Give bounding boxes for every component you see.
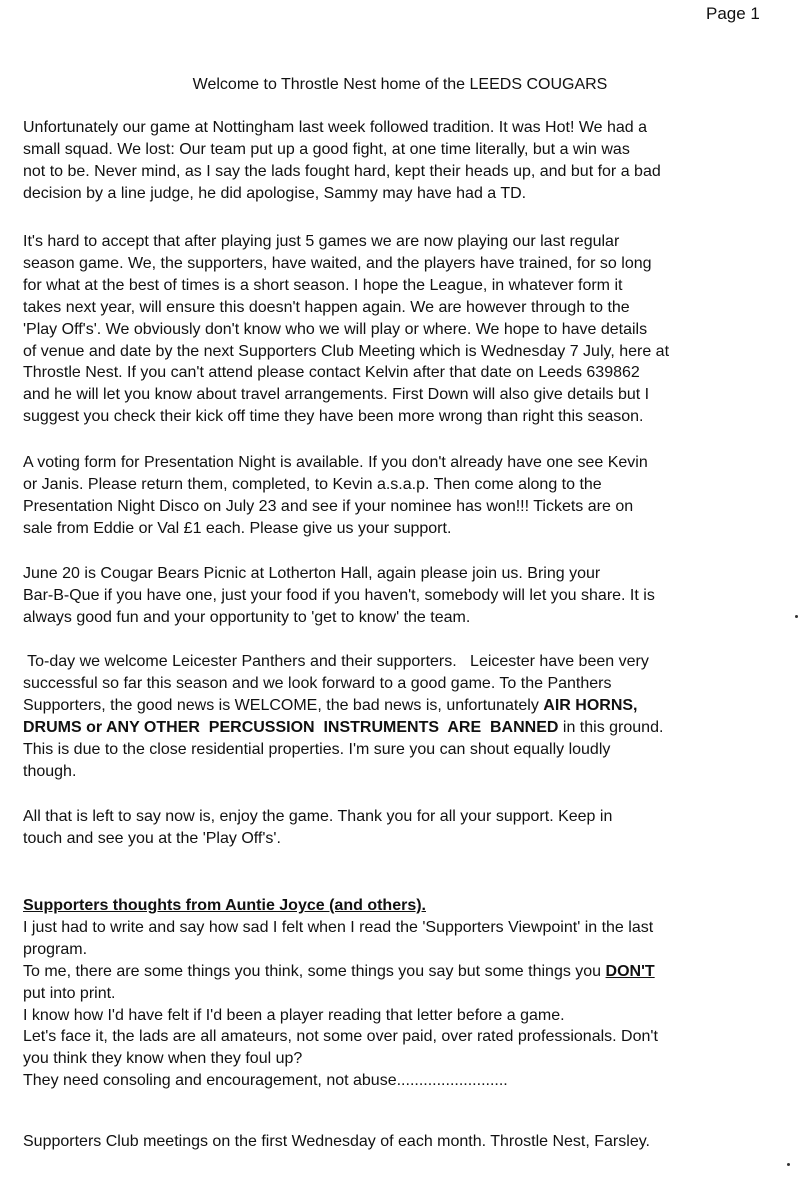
text-line: Throstle Nest. If you can't attend please contact Kelvin after that date on Leeds 639862	[23, 364, 640, 382]
text-line: All that is left to say now is, enjoy the game. Thank you for all your support. Keep in	[23, 808, 613, 825]
text-line: you think they know when they foul up?	[23, 1050, 303, 1068]
paragraph-nottingham-game	[23, 117, 793, 205]
text-line: though.	[23, 762, 77, 780]
supporters-thoughts-section	[23, 895, 793, 1092]
text-line: I just had to write and say how sad I felt when I read the 'Supporters Viewpoint' in the last	[23, 918, 654, 936]
text-line: always good fun and your opportunity to 'get to know' the team.	[23, 608, 471, 626]
paragraph-closing	[23, 806, 793, 850]
text-line: small squad. We lost: Our team put up a good fight, at one time literally, but a win was	[23, 140, 630, 158]
text-line: takes next year, will ensure this doesn't happen again. We are however through to the	[23, 298, 630, 316]
text-line: I know how I'd have felt if I'd been a player reading that letter before a game.	[23, 1006, 565, 1024]
text-line: 'Play Off's'. We obviously don't know who we will play or where. We hope to have details	[23, 320, 648, 338]
text-line	[23, 695, 793, 717]
paragraph-leicester-welcome	[23, 651, 793, 782]
text-line: To-day we welcome Leicester Panthers and their supporters. Leicester have been very	[23, 653, 649, 670]
text-line: Let's face it, the lads are all amateurs, not some over paid, over rated professionals. Don't	[23, 1028, 658, 1046]
text-line: Presentation Night Disco on July 23 and see if your nominee has won!!! Tickets are on	[23, 497, 634, 515]
text-line: successful so far this season and we look forward to a good game. To the Panthers	[23, 674, 612, 692]
text-line: program.	[23, 940, 88, 958]
text-line: Bar-B-Que if you have one, just your food if you haven't, somebody will let you share. It is	[23, 586, 655, 604]
text-line: Supporters Club meetings on the first Wednesday of each month. Throstle Nest, Farsley.	[23, 1133, 650, 1150]
text-line: and he will let you know about travel arrangements. First Down will also give details but I	[23, 386, 650, 404]
text-line: not to be. Never mind, as I say the lads fought hard, kept their heads up, and but for a bad	[23, 162, 661, 180]
text-line: put into print.	[23, 984, 116, 1002]
text-line: sale from Eddie or Val £1 each. Please give us your support.	[23, 519, 452, 537]
scan-speck	[795, 615, 798, 618]
text-line: This is due to the close residential properties. I'm sure you can shout equally loudly	[23, 740, 611, 758]
text-line: of venue and date by the next Supporters Club Meeting which is Wednesday 7 July, here at	[23, 342, 670, 360]
text-segment: Supporters, the good news is WELCOME, the bad news is, unfortunately	[23, 696, 544, 714]
page-title: Welcome to Throstle Nest home of the LEEDS COUGARS	[192, 76, 608, 93]
banned-notice-bold: DRUMS or ANY OTHER PERCUSSION INSTRUMENTS ARE BANNED	[23, 718, 559, 736]
paragraph-picnic	[23, 563, 793, 629]
text-line: A voting form for Presentation Night is available. If you don't already have one see Kevin	[23, 454, 648, 471]
scan-speck	[787, 1163, 790, 1166]
text-segment: in this ground.	[558, 718, 664, 736]
text-line: or Janis. Please return them, completed, to Kevin a.s.a.p. Then come along to the	[23, 475, 602, 493]
text-line: suggest you check their kick off time they have been more wrong than right this season.	[23, 408, 644, 426]
paragraph-presentation-night	[23, 452, 793, 540]
text-line: June 20 is Cougar Bears Picnic at Lotherton Hall, again please join us. Bring your	[23, 565, 601, 582]
text-segment: To me, there are some things you think, some things you say but some things you	[23, 962, 606, 980]
section-heading: Supporters thoughts from Auntie Joyce (and others).	[23, 897, 426, 914]
text-line: for what at the best of times is a short season. I hope the League, in whatever form it	[23, 276, 623, 294]
text-line: It's hard to accept that after playing just 5 games we are now playing our last regular	[23, 233, 620, 250]
text-line	[23, 717, 793, 739]
text-line: Unfortunately our game at Nottingham last week followed tradition. It was Hot! We had a	[23, 119, 648, 136]
text-line: season game. We, the supporters, have waited, and the players have trained, for so long	[23, 254, 652, 272]
emphasis-dont: DON'T	[605, 962, 655, 980]
page-number: Page 1	[706, 4, 760, 23]
paragraph-play-offs	[23, 231, 793, 428]
text-line: decision by a line judge, he did apologise, Sammy may have had a TD.	[23, 184, 527, 202]
text-line: They need consoling and encouragement, not abuse.........................	[23, 1072, 508, 1090]
text-line	[23, 961, 793, 983]
banned-notice-bold: AIR HORNS,	[543, 696, 638, 714]
footer-meetings-note	[23, 1131, 793, 1153]
text-line: touch and see you at the 'Play Off's'.	[23, 829, 281, 847]
